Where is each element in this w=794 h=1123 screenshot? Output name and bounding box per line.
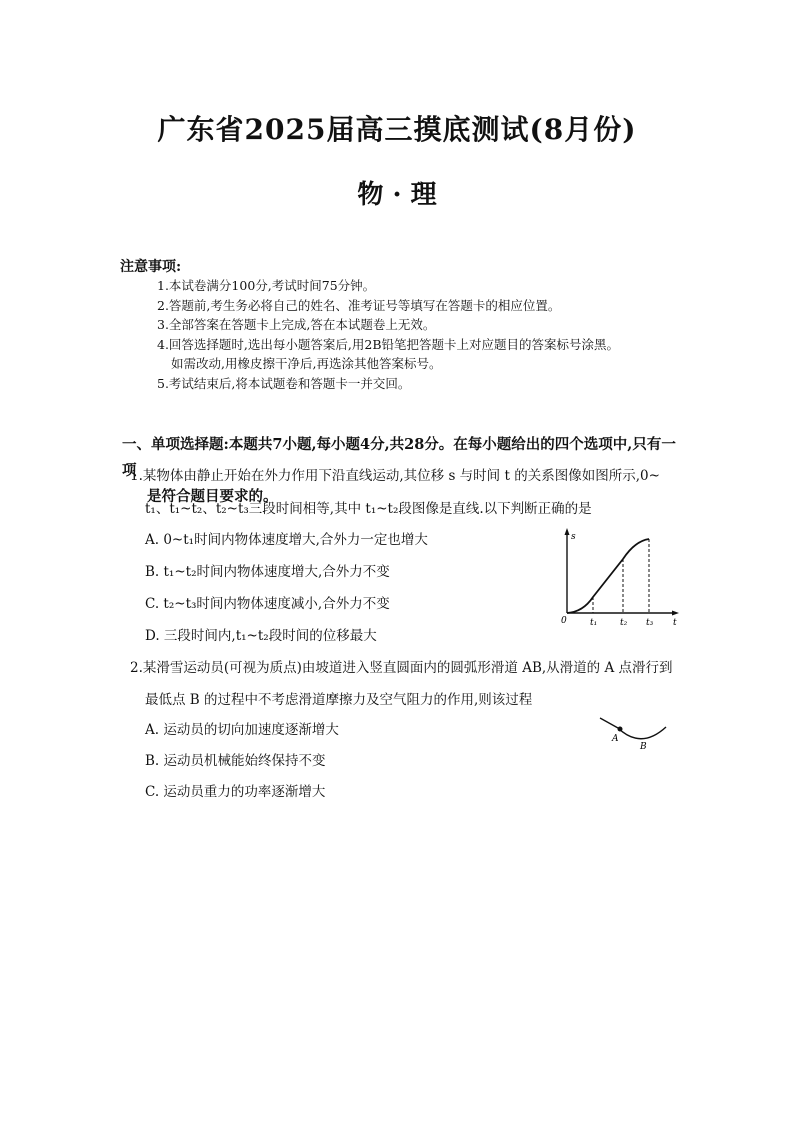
q1-st-graph [555, 525, 685, 630]
notice-item: 1.本试卷满分100分,考试时间75分钟。 [157, 278, 376, 293]
origin-label: 0 [561, 616, 567, 626]
notice-heading: 注意事项: [120, 259, 182, 275]
notice-item: 4.回答选择题时,选出每小题答案后,用2B铅笔把答题卡上对应题目的答案标号涂黑。 [157, 336, 620, 352]
notice-item: 5.考试结束后,将本试题卷和答题卡一并交回。 [157, 375, 411, 391]
exam-title: 广东省2025届高三摸底测试(8月份) [157, 113, 637, 146]
point-a-label: A [612, 734, 619, 744]
q1-option-c: C. t₂~t₃时间内物体速度减小,合外力不变 [145, 596, 390, 612]
tick-t1: t₁ [590, 618, 598, 628]
notice-list [157, 276, 717, 393]
q2-option-a: A. 运动员的切向加速度逐渐增大 [145, 722, 339, 738]
y-axis-label: s [571, 532, 576, 542]
subject-title: 物 · 理 [357, 180, 437, 210]
y-axis-arrow [565, 528, 570, 535]
tick-t2: t₂ [620, 618, 628, 628]
slope [600, 718, 618, 728]
point-b-label: B [640, 742, 647, 752]
x-axis-label: t [673, 618, 677, 628]
q1-option-a: A. 0~t₁时间内物体速度增大,合外力一定也增大 [145, 532, 428, 548]
q2-track-figure [598, 710, 670, 752]
x-axis-arrow [672, 611, 679, 616]
section-line: 一、单项选择题:本题共7小题,每小题4分,共28分。在每小题给出的四个选项中,只有一项 [122, 436, 676, 479]
q1-option-d: D. 三段时间内,t₁~t₂段时间的位移最大 [145, 628, 377, 644]
section-line: 是符合题目要求的。 [147, 488, 278, 505]
q2-stem-line1: 2.某滑雪运动员(可视为质点)由坡道进入竖直圆面内的圆弧形滑道 AB,从滑道的 A 点滑行到 [130, 660, 673, 676]
notice-item: 如需改动,用橡皮擦干净后,再选涂其他答案标号。 [171, 356, 442, 371]
st-curve [567, 539, 649, 613]
q1-stem-line2: t₁、t₁~t₂、t₂~t₃三段时间相等,其中 t₁~t₂段图像是直线.以下判断正确的是 [145, 501, 592, 517]
skier-point [618, 727, 623, 732]
notice-item: 3.全部答案在答题卡上完成,答在本试题卷上无效。 [157, 317, 436, 332]
q2-option-c: C. 运动员重力的功率逐渐增大 [145, 784, 326, 800]
q1-option-b: B. t₁~t₂时间内物体速度增大,合外力不变 [145, 564, 390, 580]
notice-item: 2.答题前,考生务必将自己的姓名、准考证号等填写在答题卡的相应位置。 [157, 297, 561, 313]
arc-track [618, 727, 666, 739]
q2-stem-line2: 最低点 B 的过程中不考虑滑道摩擦力及空气阻力的作用,则该过程 [145, 692, 533, 708]
q1-stem-line1: 1.某物体由静止开始在外力作用下沿直线运动,其位移 s 与时间 t 的关系图像如图所示,0~ [130, 468, 660, 484]
q2-option-b: B. 运动员机械能始终保持不变 [145, 753, 326, 769]
tick-t3: t₃ [646, 618, 654, 628]
